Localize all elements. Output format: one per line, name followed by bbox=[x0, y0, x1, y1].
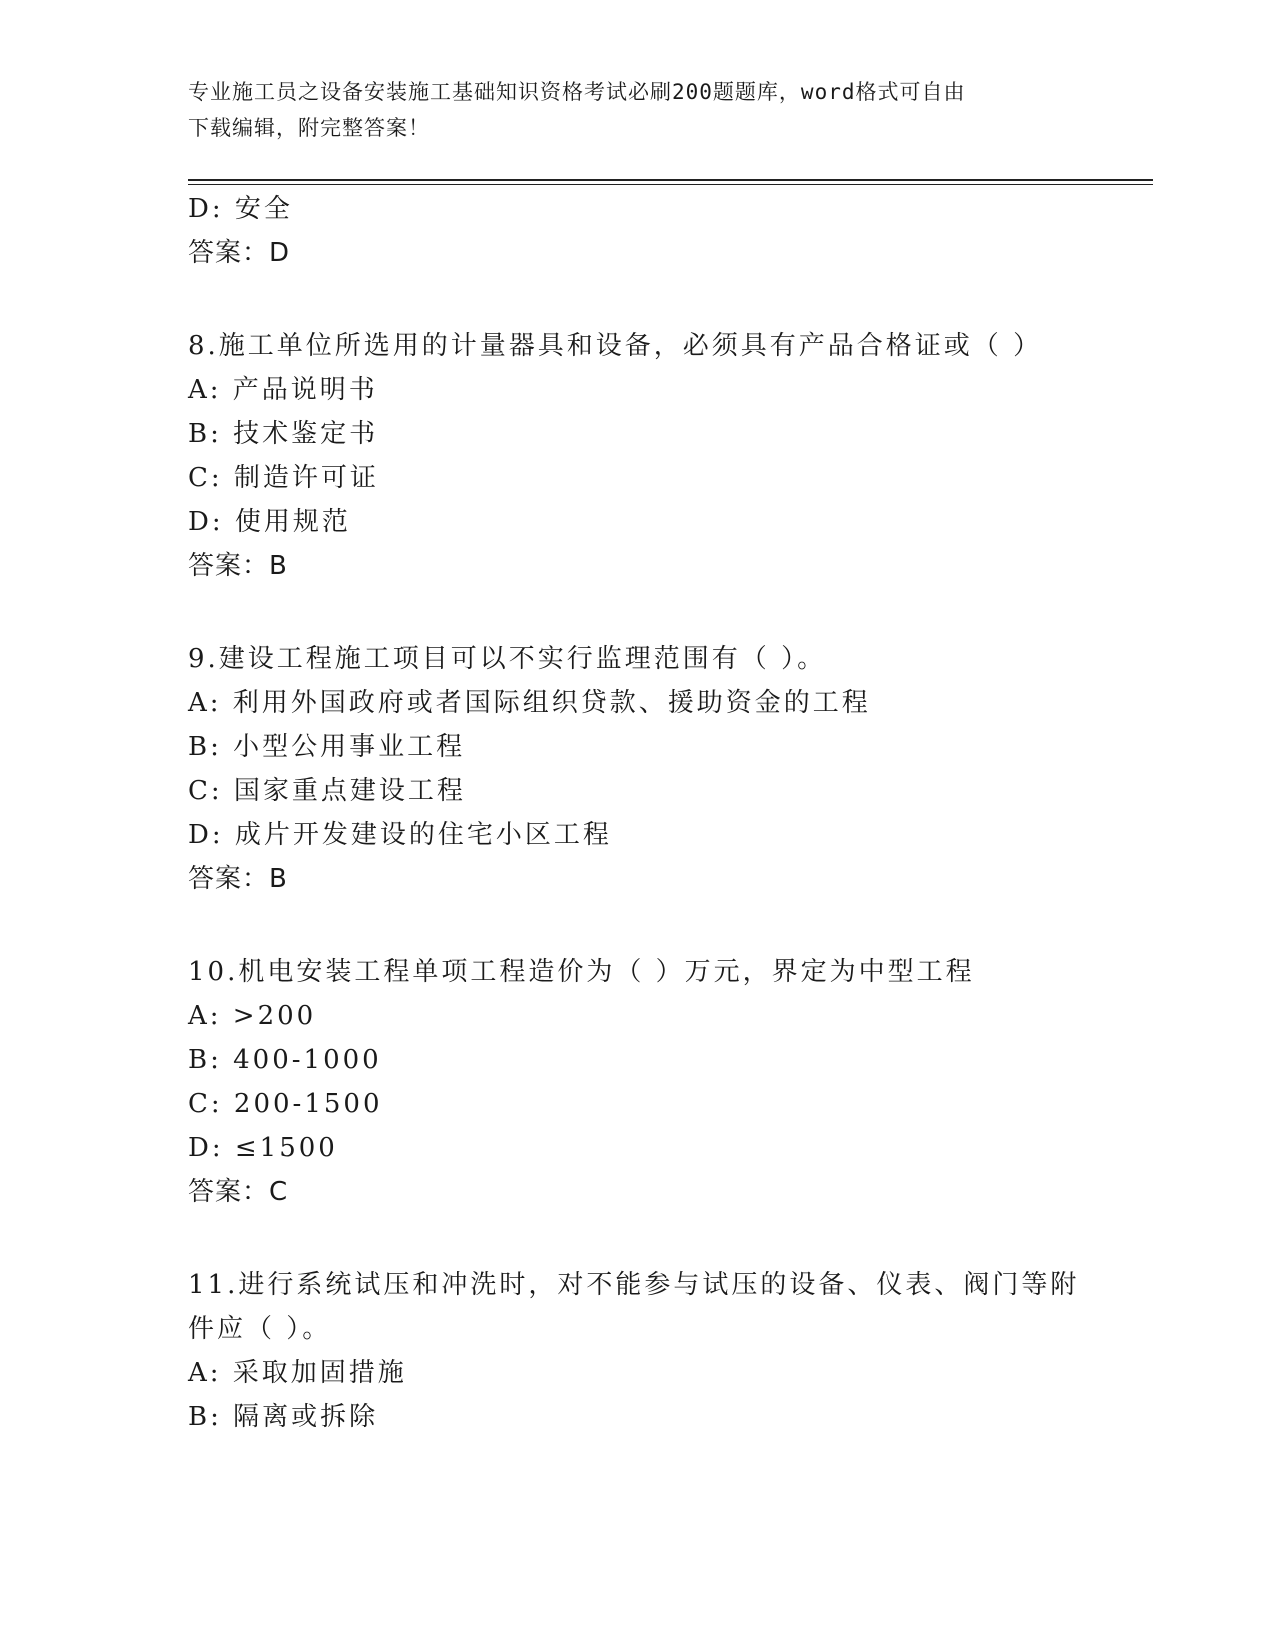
question-11-stem-line-2: 件应（ ）。 bbox=[188, 1314, 332, 1344]
question-10-option-a: A: >200 bbox=[188, 1001, 317, 1031]
question-10-answer: 答案：C bbox=[188, 1177, 289, 1207]
question-9-option-c: C: 国家重点建设工程 bbox=[188, 776, 466, 806]
question-9-option-d: D: 成片开发建设的住宅小区工程 bbox=[188, 820, 612, 850]
question-8-stem: 8.施工单位所选用的计量器具和设备，必须具有产品合格证或（ ） bbox=[188, 331, 1043, 361]
prev-question-option-d: D: 安全 bbox=[188, 194, 293, 224]
question-11-option-b: B: 隔离或拆除 bbox=[188, 1402, 379, 1432]
question-10-stem: 10.机电安装工程单项工程造价为（ ）万元，界定为中型工程 bbox=[188, 957, 975, 987]
question-8-answer: 答案：B bbox=[188, 551, 288, 581]
question-10-option-b: B: 400-1000 bbox=[188, 1045, 382, 1075]
question-11-option-a: A: 采取加固措施 bbox=[188, 1358, 407, 1388]
question-10-option-d: D: ≤1500 bbox=[188, 1133, 338, 1163]
question-9-answer: 答案：B bbox=[188, 864, 288, 894]
question-9-option-b: B: 小型公用事业工程 bbox=[188, 732, 466, 762]
question-8-option-b: B: 技术鉴定书 bbox=[188, 419, 379, 449]
header-title-line-2: 下载编辑，附完整答案！ bbox=[188, 116, 430, 140]
header-divider-thin bbox=[188, 184, 1153, 185]
question-10-option-c: C: 200-1500 bbox=[188, 1089, 383, 1119]
header-divider-thick bbox=[188, 179, 1153, 181]
prev-question-answer: 答案：D bbox=[188, 238, 291, 268]
question-9-stem: 9.建设工程施工项目可以不实行监理范围有（ ）。 bbox=[188, 644, 827, 674]
question-8-option-a: A: 产品说明书 bbox=[188, 375, 378, 405]
question-8-option-d: D: 使用规范 bbox=[188, 507, 351, 537]
question-9-option-a: A: 利用外国政府或者国际组织贷款、援助资金的工程 bbox=[188, 688, 871, 718]
question-11-stem-line-1: 11.进行系统试压和冲洗时，对不能参与试压的设备、仪表、阀门等附 bbox=[188, 1270, 1080, 1300]
header-title-line-1: 专业施工员之设备安装施工基础知识资格考试必刷200题题库，word格式可自由 bbox=[188, 80, 966, 104]
question-8-option-c: C: 制造许可证 bbox=[188, 463, 379, 493]
document-header bbox=[188, 74, 1068, 146]
